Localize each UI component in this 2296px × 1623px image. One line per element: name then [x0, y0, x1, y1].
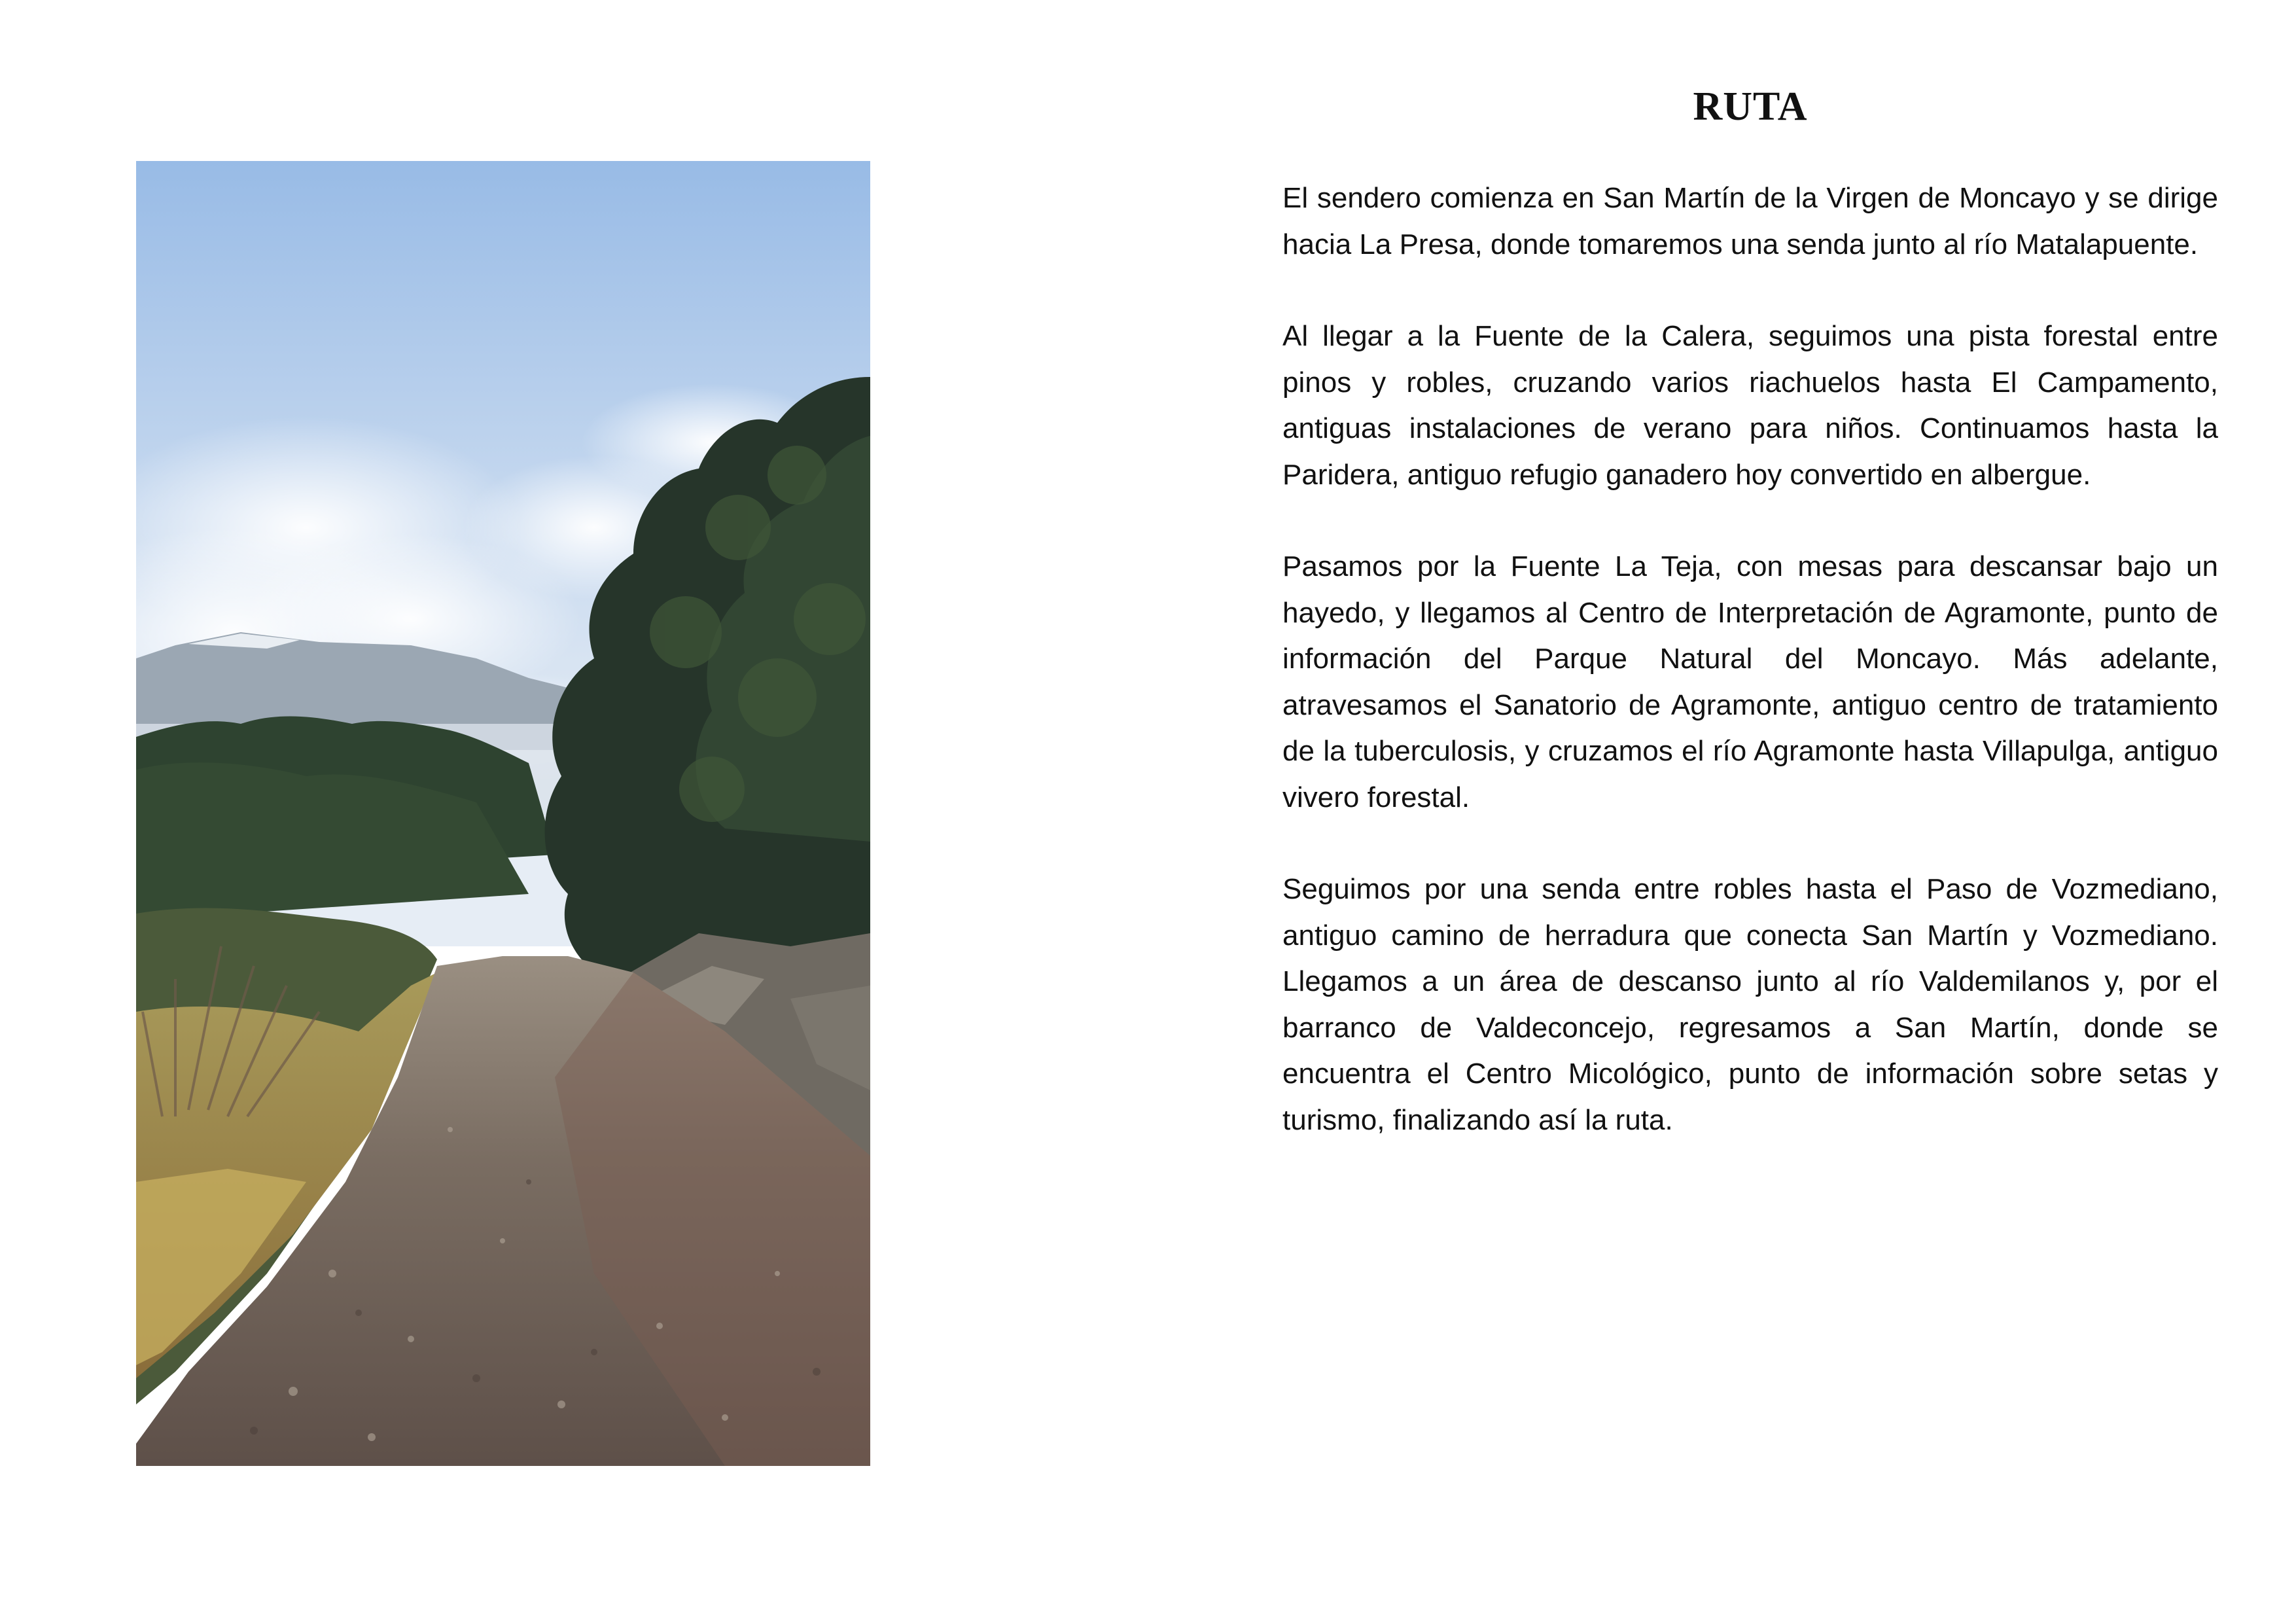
forest-path-illustration [136, 161, 870, 1466]
paragraph: El sendero comienza en San Martín de la Virgen de Moncayo y se dirige hacia La Presa, donde tomaremos una senda junto al río Matalapuente. [1282, 182, 2218, 260]
paragraph: Pasamos por la Fuente La Teja, con mesas para descansar bajo un hayedo, y llegamos al Centro de Interpretación de Agramonte, punto de información del Parque Natural del Moncayo. Más adelante, atravesamos el Sanatorio de Agramonte, antiguo centro de tratamiento de la tuberculosis, y cruzamos el río Agramonte hasta Villapulga, antiguo vivero forestal. [1282, 550, 2218, 813]
forest-path-photo [136, 161, 870, 1466]
paragraph: Seguimos por una senda entre robles hasta el Paso de Vozmediano, antiguo camino de herradura que conecta San Martín y Vozmediano. Llegamos a un área de descanso junto al río Valdemilanos y, por el barranco de Valdeconcejo, regresamos a San Martín, donde se encuentra el Centro Micológico, punto de información sobre setas y turismo, finalizando así la ruta. [1282, 873, 2218, 1136]
route-description [1282, 175, 2218, 1189]
paragraph: Al llegar a la Fuente de la Calera, seguimos una pista forestal entre pinos y robles, cruzando varios riachuelos hasta El Campamento, antiguas instalaciones de verano para niños. Continuamos hasta la Paridera, antiguo refugio ganadero hoy convertido en albergue. [1282, 320, 2218, 491]
page-title: RUTA [1693, 84, 1808, 129]
